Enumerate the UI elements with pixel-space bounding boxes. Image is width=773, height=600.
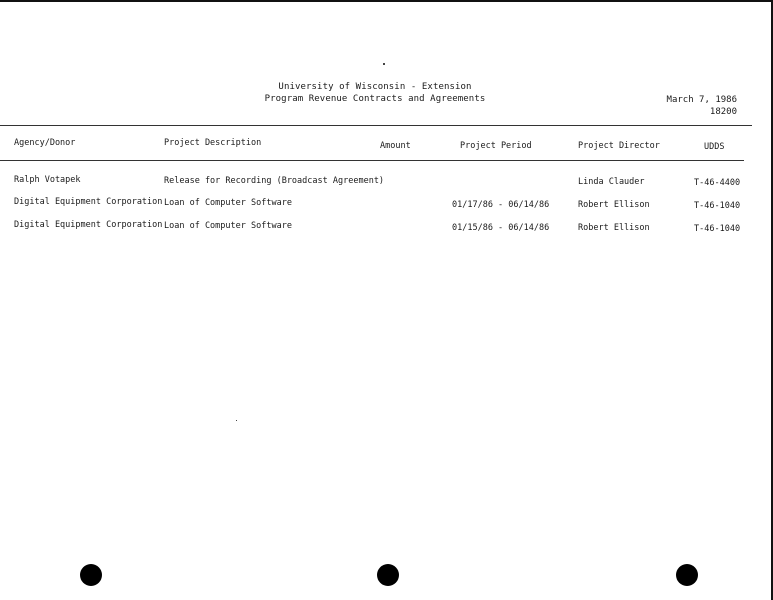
scan-speck [236,420,237,421]
row-1-udds: T-46-4400 [694,178,741,188]
page-top-border [0,0,773,2]
column-header-director: Project Director [578,141,660,151]
row-2-agency: Digital Equipment Corporation [14,197,163,207]
row-3-director: Robert Ellison [578,223,650,233]
scan-speck [383,63,385,65]
report-date-block [667,94,737,118]
column-header-agency: Agency/Donor [14,138,76,148]
column-header-period: Project Period [460,141,532,151]
row-1-description: Release for Recording (Broadcast Agreement) [164,176,385,186]
report-institution: University of Wisconsin - Extension [278,82,472,92]
column-header-udds: UDDS [704,142,725,152]
punch-hole-center [377,564,399,586]
header-top-rule [0,125,752,126]
report-date: March 7, 1986 [666,95,737,105]
header-bottom-rule [0,160,744,161]
report-header [260,81,490,105]
row-2-director: Robert Ellison [578,200,650,210]
punch-hole-left [80,564,102,586]
row-3-agency: Digital Equipment Corporation [14,220,163,230]
row-1-agency: Ralph Votapek [14,175,81,185]
row-2-period: 01/17/86 - 06/14/86 [452,200,550,210]
row-3-description: Loan of Computer Software [164,221,292,231]
report-title: Program Revenue Contracts and Agreements [264,94,486,104]
column-header-description: Project Description [164,138,262,148]
row-2-udds: T-46-1040 [694,201,741,211]
column-header-amount: Amount [380,141,411,151]
report-code: 18200 [709,107,737,117]
row-1-director: Linda Clauder [578,177,645,187]
row-2-description: Loan of Computer Software [164,198,292,208]
row-3-period: 01/15/86 - 06/14/86 [452,223,550,233]
row-3-udds: T-46-1040 [694,224,741,234]
punch-hole-right [676,564,698,586]
